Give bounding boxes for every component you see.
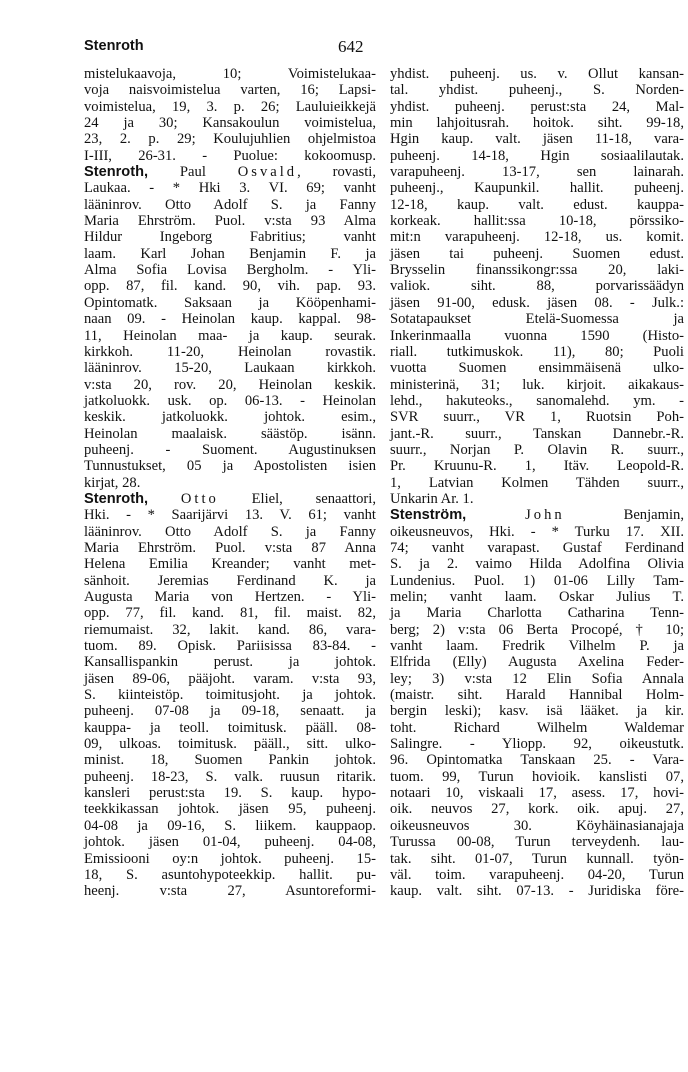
text-line: vanht laam. Fredrik Vilhelm P. ja xyxy=(390,638,684,655)
text-line: Turussa 00-08, Turun terveydenh. lau- xyxy=(390,834,684,851)
text-line: berg; 2) v:sta 06 Berta Procopé, † 10; xyxy=(390,621,684,638)
text-line: Kansallispankin perust. ja johtok. xyxy=(84,654,376,671)
text-line: yhdist. puheenj. us. v. Ollut kansan- xyxy=(390,66,684,82)
text-line: johtok. jäsen 01-04, puheenj. 04-08, xyxy=(84,834,376,851)
entry-headword: Stenström, xyxy=(390,507,467,524)
text-line: riall. tutkimuskok. 11), 80; Puoli xyxy=(390,343,684,360)
text-line: Emissiooni oy:n johtok. puheenj. 15- xyxy=(84,850,376,867)
text-line: Hgin kaup. valt. jäsen 11-18, vara- xyxy=(390,131,684,148)
text-line: oik. neuvos 27, kork. oik. apuj. 27, xyxy=(390,801,684,818)
text-line: tuom. 99, Turun hovioik. kanslisti 07, xyxy=(390,768,684,785)
text-line: toht. Richard Wilhelm Waldemar xyxy=(390,719,684,736)
text-line: kansleri perust:sta 19. S. kaup. hypo- xyxy=(84,785,376,802)
text-line: ley; 3) v:sta 12 Elin Sofia Annala xyxy=(390,670,684,687)
text-line: varapuheenj. 13-17, sen lainarah. xyxy=(390,164,684,181)
text-line: 12-18, kaup. valt. edust. kauppa- xyxy=(390,196,684,213)
right-column xyxy=(390,66,684,900)
text-line: Heinolan maalaisk. säästöp. isänn. xyxy=(84,425,376,442)
text-line: Maria Ehrström. Puol. v:sta 93 Alma xyxy=(84,213,376,230)
text-line: Elfrida (Elly) Augusta Axelina Feder- xyxy=(390,654,684,671)
text-line: tal. yhdist. puheenj., S. Norden- xyxy=(390,82,684,99)
text-line: Hildur Ingeborg Fabritius; vanht xyxy=(84,229,376,246)
text-line xyxy=(390,507,684,523)
text-line: 04-08 ja 09-16, S. liikem. kauppaop. xyxy=(84,817,376,834)
text-line: opp. 77, fil. kand. 81, fil. maist. 82, xyxy=(84,605,376,622)
left-column xyxy=(84,66,376,900)
text-line: 23, 2. p. 29; Koulujuhlien ohjelmistoa xyxy=(84,131,376,148)
page-header xyxy=(84,38,688,62)
text-line: teekkikassan johtok. jäsen 95, puheenj. xyxy=(84,801,376,818)
text-line: kaup. valt. siht. 07-13. - Juridiska före- xyxy=(390,883,684,900)
text-line: v:sta 20, rov. 20, Heinolan keskik. xyxy=(84,376,376,393)
text-line: Brysselin finanssikongr:ssa 20, laki- xyxy=(390,262,684,279)
entry-given-name: John xyxy=(525,507,565,524)
text-line: SVR suurr., VR 1, Ruotsin Poh- xyxy=(390,409,684,426)
text-line xyxy=(84,491,376,507)
text-line: valiok. siht. 88, porvarissäädyn xyxy=(390,278,684,295)
entry-text: Benjamin, xyxy=(564,507,684,524)
text-line: I-III, 26-31. - Puolue: kokoomusp. xyxy=(84,147,376,164)
text-line: lehd., hakuteoks., sanomalehd. ym. - xyxy=(390,392,684,409)
text-line: Sotatapaukset Etelä-Suomessa ja xyxy=(390,311,684,328)
text-line: Helena Emilia Kreander; vanht met- xyxy=(84,556,376,573)
text-line: S. ja 2. vaimo Hilda Adolfina Olivia xyxy=(390,556,684,573)
entry-text xyxy=(466,507,525,523)
text-line: bergin leski); kasv. isä lääket. ja kir. xyxy=(390,703,684,720)
text-line: korkeak. hallit:ssa 10-18, pörssiko- xyxy=(390,213,684,230)
text-line: opp. 87, fil. kand. 90, vih. pap. 93. xyxy=(84,278,376,295)
text-line: Laukaa. - * Hki 3. VI. 69; vanht xyxy=(84,180,376,197)
text-line: naan 09. - Heinolan kaup. kappal. 98- xyxy=(84,311,376,328)
text-line: Unkarin Ar. 1. xyxy=(390,490,474,507)
text-line: 18, S. asuntohypoteekkip. hallit. pu- xyxy=(84,866,376,883)
text-line: heenj. v:sta 27, Asuntoreformi- xyxy=(84,883,376,900)
text-line: melin; vanht laam. Oskar Julius T. xyxy=(390,589,684,605)
text-line: oikeusneuvos, Hki. - * Turku 17. XII. xyxy=(390,523,684,540)
text-line: 96. Opintomatka Tanskaan 25. - Vara- xyxy=(390,752,684,769)
text-line: jant.-R. suurr., Tanskan Dannebr.-R. xyxy=(390,425,684,442)
text-line: mistelukaavoja, 10; Voimistelukaa- xyxy=(84,66,376,82)
text-line: ministerinä, 31; luk. kirjoit. aikakaus- xyxy=(390,376,684,393)
text-line: kauppa- ja teoll. toimitusk. pääll. 08- xyxy=(84,719,376,736)
text-line: notaari 10, viskaali 17, asess. 17, hovi- xyxy=(390,785,684,802)
page-number: 642 xyxy=(338,37,364,56)
text-line: (maistr. siht. Harald Hannibal Holm- xyxy=(390,687,684,704)
text-line: väl. toim. varapuheenj. 04-20, Turun xyxy=(390,866,684,883)
text-line: tak. siht. 01-07, Turun kunnall. työn- xyxy=(390,850,684,867)
text-line: min lahjoitusrah. hoitok. siht. 99-18, xyxy=(390,115,684,132)
text-line: Inkerinmaalla vuonna 1590 (Histo- xyxy=(390,327,684,344)
entry-text xyxy=(148,491,181,507)
text-line: Opintomatk. Saksaan ja Kööpenhami- xyxy=(84,294,376,311)
text-line: 09, ulkoas. toimitusk. pääll., sitt. ulko- xyxy=(84,736,376,753)
text-line: 74; vanht varapast. Gustaf Ferdinand xyxy=(390,539,684,556)
text-line: Lundenius. Puol. 1) 01-06 Lilly Tam- xyxy=(390,572,684,589)
running-head: Stenroth xyxy=(84,38,144,54)
text-line: kirjat, 28. xyxy=(84,474,141,491)
text-line: puheenj. - Suoment. Augustinuksen xyxy=(84,441,376,458)
text-line: kirkkoh. 11-20, Heinolan rovastik. xyxy=(84,343,376,360)
text-line: jäsen 91-00, edusk. jäsen 08. - Julk.: xyxy=(390,294,684,311)
entry-headword: Stenroth, xyxy=(84,490,149,507)
text-line: suurr., Norjan P. Olavin R. suurr., xyxy=(390,441,684,458)
text-line: voja naisvoimistelua varten, 16; Lapsi- xyxy=(84,82,376,99)
text-line: riemumaist. 32, lakit. kand. 86, vara- xyxy=(84,621,376,638)
entry-text: Paul xyxy=(148,164,238,181)
text-line: S. kiinteistöp. toimitusjoht. ja johtok. xyxy=(84,687,376,704)
text-line: 11, Heinolan maa- ja kaup. seurak. xyxy=(84,327,376,344)
text-line: lääninrov. Otto Adolf S. ja Fanny xyxy=(84,523,376,540)
text-line: puheenj. 07-08 ja 09-18, senaatt. ja xyxy=(84,703,376,720)
text-line: vuotta Suomen ensimmäisenä ulko- xyxy=(390,360,684,377)
text-line: jäsen tai puheenj. Suomen edust. xyxy=(390,245,684,262)
text-line: 1, Latvian Kolmen Tähden suurr., xyxy=(390,474,684,491)
text-line: Maria Ehrström. Puol. v:sta 87 Anna xyxy=(84,539,376,556)
text-line: sänhoit. Jeremias Ferdinand K. ja xyxy=(84,572,376,589)
text-line: puheenj. 18-23, S. valk. ruusun ritarik. xyxy=(84,768,376,785)
text-line: laam. Karl Johan Benjamin F. ja xyxy=(84,245,376,262)
text-line: jatkoluokk. usk. op. 06-13. - Heinolan xyxy=(84,392,376,409)
text-line: oikeusneuvos 30. Köyhäinasianajaja xyxy=(390,817,684,834)
text-line: lääninrov. Otto Adolf S. ja Fanny xyxy=(84,196,376,213)
text-line: keskik. jatkoluokk. johtok. esim., xyxy=(84,409,376,426)
text-line: ja Maria Charlotta Catharina Tenn- xyxy=(390,605,684,622)
text-line xyxy=(84,164,376,180)
text-line: minist. 18, Suomen Pankin johtok. xyxy=(84,752,376,769)
text-line: voimistelua, 19, 3. p. 26; Lauluieikkejä xyxy=(84,98,376,115)
text-line: 24 ja 30; Kansakoulun voimistelua, xyxy=(84,115,376,132)
entry-text: Eliel, senaattori, xyxy=(218,490,376,507)
text-line: yhdist. puheenj. perust:sta 24, Mal- xyxy=(390,98,684,115)
text-line: puheenj., Kaupunkil. hallit. puheenj. xyxy=(390,180,684,197)
entry-given-name: Otto xyxy=(180,490,219,507)
text-line: puheenj. 14-18, Hgin sosiaalilautak. xyxy=(390,147,684,164)
text-line: Salingre. - Yliopp. 92, oikeustutk. xyxy=(390,736,684,753)
text-line: Hki. - * Saarijärvi 13. V. 61; vanht xyxy=(84,507,376,524)
text-line: mit:n varapuheenj. 12-18, us. komit. xyxy=(390,229,684,246)
text-line: tuom. 89. Opisk. Pariisissa 83-84. - xyxy=(84,638,376,655)
text-line: Pr. Kruunu-R. 1, Itäv. Leopold-R. xyxy=(390,458,684,475)
text-line: lääninrov. 15-20, Laukaan kirkkoh. xyxy=(84,360,376,377)
entry-text: , rovasti, xyxy=(297,164,376,181)
text-line: Alma Sofia Lovisa Bergholm. - Yli- xyxy=(84,262,376,279)
text-line: Tunnustukset, 05 ja Apostolisten isien xyxy=(84,458,376,475)
text-line: jäsen 89-06, pääjoht. varam. v:sta 93, xyxy=(84,670,376,687)
entry-headword: Stenroth, xyxy=(84,164,149,181)
entry-given-name: Osvald xyxy=(237,164,298,181)
text-line: Augusta Maria von Hertzen. - Yli- xyxy=(84,589,376,605)
